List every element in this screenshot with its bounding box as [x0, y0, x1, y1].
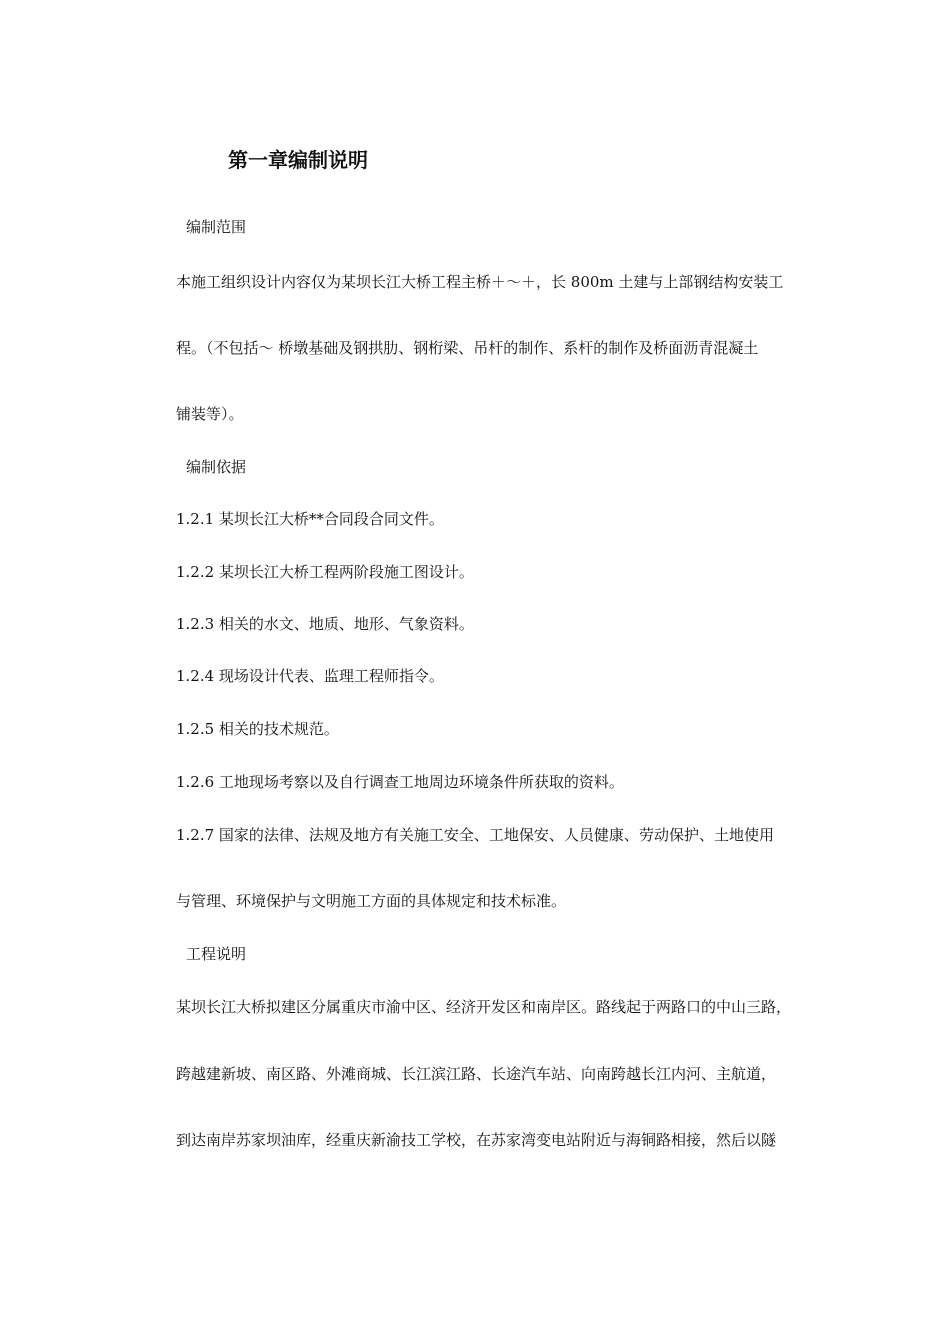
section-heading-project: 工程说明	[186, 945, 247, 963]
paragraph-line: 铺装等）。	[176, 405, 244, 423]
basis-item-continuation: 与管理、环境保护与文明施工方面的具体规定和技术标准。	[176, 892, 567, 910]
basis-item: 1.2.1 某坝长江大桥**合同段合同文件。	[176, 510, 444, 528]
basis-item: 1.2.6 工地现场考察以及自行调查工地周边环境条件所获取的资料。	[176, 773, 624, 791]
basis-item: 1.2.7 国家的法律、法规及地方有关施工安全、工地保安、人员健康、劳动保护、土地使用	[176, 826, 774, 844]
paragraph-line: 程。（不包括～ 桥墩基础及钢拱肋、钢桁梁、吊杆的制作、系杆的制作及桥面沥青混凝土	[176, 339, 759, 357]
basis-item: 1.2.4 现场设计代表、监理工程师指令。	[176, 667, 444, 685]
basis-item: 1.2.5 相关的技术规范。	[176, 720, 339, 738]
section-heading-scope: 编制范围	[186, 218, 247, 236]
basis-item: 1.2.3 相关的水文、地质、地形、气象资料。	[176, 615, 474, 633]
chapter-title: 第一章编制说明	[228, 148, 368, 172]
section-heading-basis: 编制依据	[186, 458, 247, 476]
paragraph-line: 某坝长江大桥拟建区分属重庆市渝中区、经济开发区和南岸区。路线起于两路口的中山三路，	[176, 998, 792, 1016]
basis-item: 1.2.2 某坝长江大桥工程两阶段施工图设计。	[176, 563, 474, 581]
paragraph-line: 到达南岸苏家坝油库，经重庆新渝技工学校，在苏家湾变电站附近与海铜路相接，然后以隧	[176, 1131, 777, 1149]
paragraph-line: 跨越建新坡、南区路、外滩商城、长江滨江路、长途汽车站、向南跨越长江内河、主航道，	[176, 1065, 777, 1083]
paragraph-line: 本施工组织设计内容仅为某坝长江大桥工程主桥＋～＋，长 800m 土建与上部钢结构安装工	[176, 273, 784, 291]
